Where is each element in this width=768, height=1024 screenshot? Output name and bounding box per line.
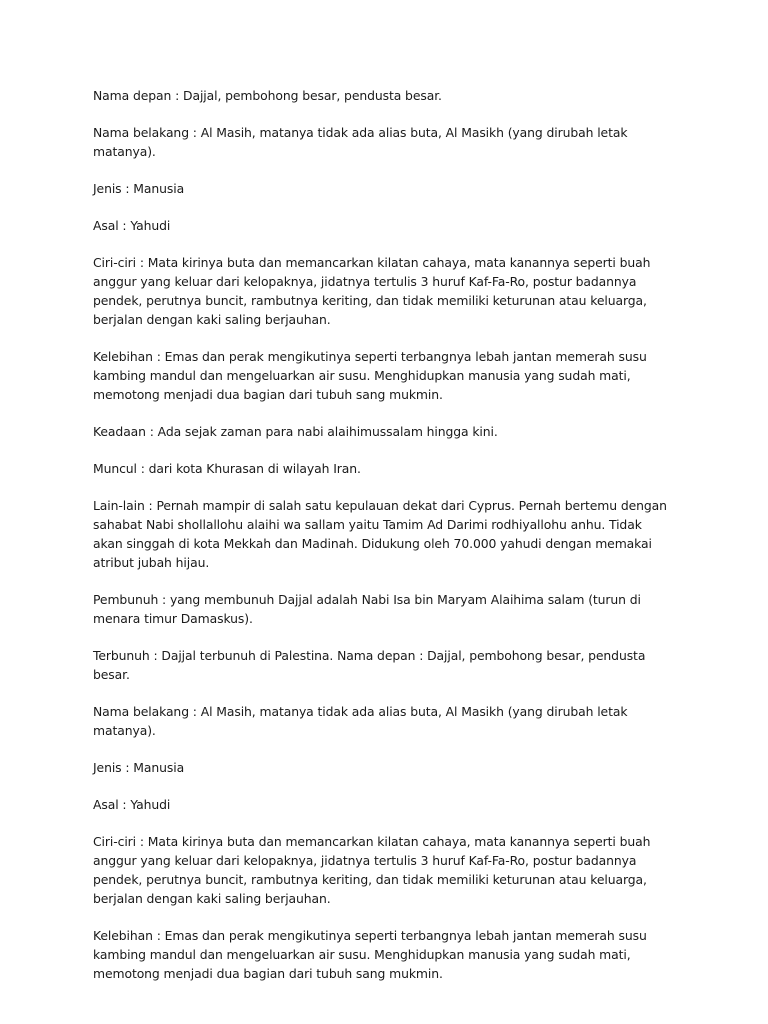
paragraph-nama-belakang: Nama belakang : Al Masih, matanya tidak ada alias buta, Al Masikh (yang dirubah letak matanya).: [93, 125, 628, 159]
paragraph-lain-lain: Lain-lain : Pernah mampir di salah satu kepulauan dekat dari Cyprus. Pernah bertemu dengan sahabat Nabi shollallohu alaihi wa sallam yaitu Tamim Ad Darimi rodhiyallohu anhu. Tidak akan singgah di kota Mekkah dan Madinah. Didukung oleh 70.000 yahudi dengan memakai atribut jubah hijau.: [93, 498, 667, 570]
paragraph-asal: Asal : Yahudi: [93, 218, 171, 233]
paragraph-nama-belakang-repeat: Nama belakang : Al Masih, matanya tidak ada alias buta, Al Masikh (yang dirubah letak matanya).: [93, 704, 628, 738]
paragraph-pembunuh: Pembunuh : yang membunuh Dajjal adalah Nabi Isa bin Maryam Alaihima salam (turun di menara timur Damaskus).: [93, 592, 641, 626]
paragraph-ciri-ciri: Ciri-ciri : Mata kirinya buta dan memancarkan kilatan cahaya, mata kanannya seperti buah anggur yang keluar dari kelopaknya, jidatnya tertulis 3 huruf Kaf-Fa-Ro, postur badannya pendek, perutnya buncit, rambutnya keriting, dan tidak memiliki keturunan atau keluarga, berjalan dengan kaki saling berjauhan.: [93, 255, 651, 327]
paragraph-kelebihan: Kelebihan : Emas dan perak mengikutinya seperti terbangnya lebah jantan memerah susu kambing mandul dan mengeluarkan air susu. Menghidupkan manusia yang sudah mati, memotong menjadi dua bagian dari tubuh sang mukmin.: [93, 349, 647, 402]
paragraph-jenis: Jenis : Manusia: [93, 181, 185, 196]
paragraph-kelebihan-repeat: Kelebihan : Emas dan perak mengikutinya seperti terbangnya lebah jantan memerah susu kambing mandul dan mengeluarkan air susu. Menghidupkan manusia yang sudah mati, memotong menjadi dua bagian dari tubuh sang mukmin.: [93, 928, 647, 981]
paragraph-jenis-repeat: Jenis : Manusia: [93, 760, 185, 775]
paragraph-ciri-ciri-repeat: Ciri-ciri : Mata kirinya buta dan memancarkan kilatan cahaya, mata kanannya seperti buah anggur yang keluar dari kelopaknya, jidatnya tertulis 3 huruf Kaf-Fa-Ro, postur badannya pendek, perutnya buncit, rambutnya keriting, dan tidak memiliki keturunan atau keluarga, berjalan dengan kaki saling berjauhan.: [93, 834, 651, 906]
paragraph-muncul: Muncul : dari kota Khurasan di wilayah Iran.: [93, 461, 361, 476]
paragraph-terbunuh: Terbunuh : Dajjal terbunuh di Palestina. Nama depan : Dajjal, pembohong besar, pendusta besar.: [93, 648, 646, 682]
paragraph-asal-repeat: Asal : Yahudi: [93, 797, 171, 812]
paragraph-keadaan: Keadaan : Ada sejak zaman para nabi alaihimussalam hingga kini.: [93, 424, 498, 439]
paragraph-nama-depan: Nama depan : Dajjal, pembohong besar, pendusta besar.: [93, 88, 442, 103]
